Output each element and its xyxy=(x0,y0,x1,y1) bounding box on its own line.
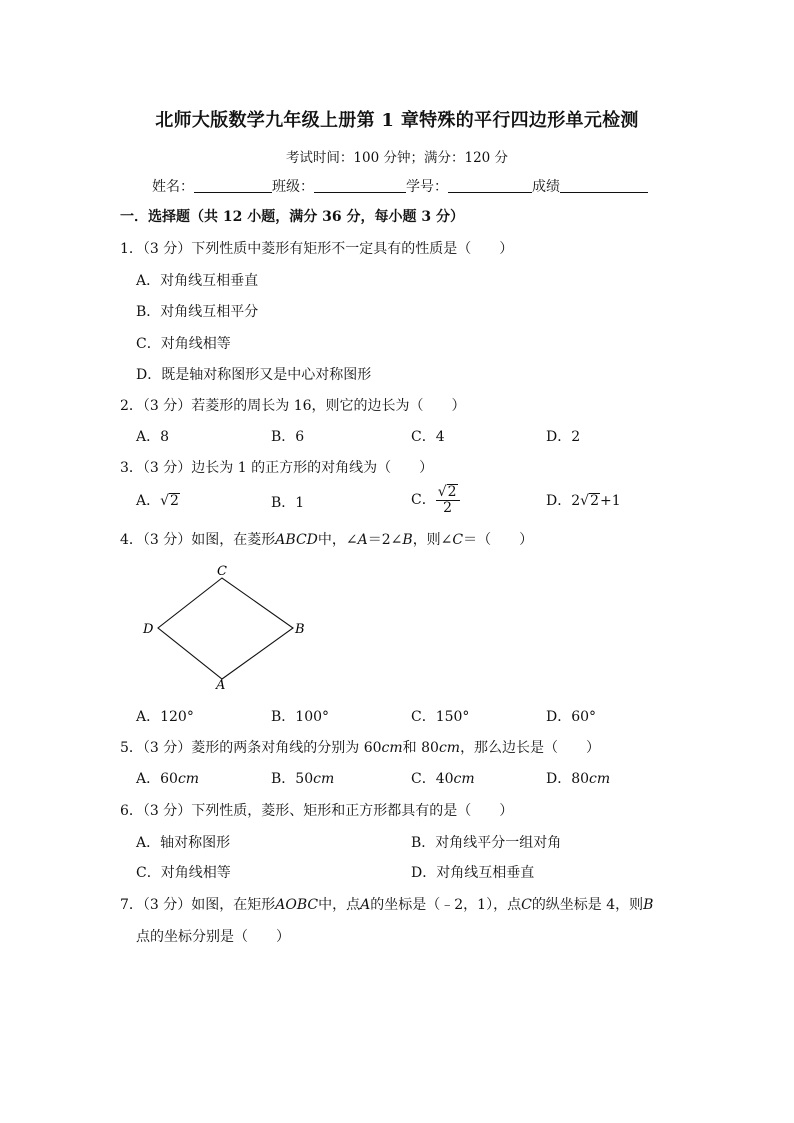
unit: cm xyxy=(313,771,335,787)
math-var: A xyxy=(360,897,371,913)
sqrt-symbol: √ 2 xyxy=(580,493,599,509)
question-3 xyxy=(120,457,433,477)
q4-option-b: B．100° xyxy=(271,709,330,725)
rhombus-figure xyxy=(135,560,325,695)
question-number: 1． xyxy=(120,241,143,257)
name-blank xyxy=(194,178,272,193)
unit: cm xyxy=(589,771,611,787)
question-stem: （3 分）若菱形的周长为 16，则它的边长为（ ） xyxy=(142,398,466,414)
student-id-blank xyxy=(448,178,532,193)
stem-text: （3 分）如图，在菱形 xyxy=(142,532,276,548)
option-prefix: D．2 xyxy=(546,493,581,509)
radicand: 2 xyxy=(170,493,179,509)
q2-option-c: C．4 xyxy=(411,429,445,445)
q2-option-d: D．2 xyxy=(546,429,581,445)
question-6 xyxy=(120,800,513,820)
math-var: B xyxy=(643,897,654,913)
class-label: 班级： xyxy=(272,179,314,195)
q6-option-c: C．对角线相等 xyxy=(136,865,231,881)
q5-option-a xyxy=(136,768,199,788)
stem-text: 和 80 xyxy=(402,740,439,756)
student-id-label: 学号： xyxy=(406,179,448,195)
math-var: AOBC xyxy=(275,897,319,913)
exam-info: 考试时间：100 分钟；满分：120 分 xyxy=(285,150,509,166)
q4-option-c: C．150° xyxy=(411,709,470,725)
q5-option-c xyxy=(411,768,475,788)
option-text: C．40 xyxy=(411,771,454,787)
unit: cm xyxy=(177,771,200,787)
sqrt-symbol: √ 2 xyxy=(160,493,179,509)
stem-text: ＝（ ） xyxy=(463,532,534,548)
option-suffix: +1 xyxy=(599,493,621,509)
stem-text: 中，∠ xyxy=(317,532,358,548)
name-field xyxy=(152,176,648,196)
vertex-label-d: D xyxy=(143,622,154,637)
q6-option-d: D．对角线互相垂直 xyxy=(411,865,535,881)
q4-option-a: A．120° xyxy=(136,709,194,725)
question-stem: （3 分）边长为 1 的正方形的对角线为（ ） xyxy=(142,460,434,476)
score-label: 成绩 xyxy=(532,179,560,195)
stem-text: ，那么边长是（ ） xyxy=(460,740,601,756)
denominator: 2 xyxy=(443,500,453,516)
math-var: C xyxy=(521,897,532,913)
stem-text: 中，点 xyxy=(318,897,361,913)
fraction xyxy=(436,484,460,516)
math-var: A xyxy=(357,532,368,548)
stem-text: 的坐标是（﹣2，1），点 xyxy=(370,897,522,913)
option-prefix: C． xyxy=(411,492,436,508)
radicand: 2 xyxy=(590,493,599,509)
question-number: 3． xyxy=(120,460,143,476)
q5-option-b xyxy=(271,768,334,788)
question-1 xyxy=(120,238,513,258)
option-text: A．60 xyxy=(136,771,178,787)
q2-option-a: A．8 xyxy=(136,429,170,445)
math-var: C xyxy=(452,532,464,548)
name-label: 姓名： xyxy=(152,179,194,195)
q6-option-a: A．轴对称图形 xyxy=(136,835,231,851)
q1-option-d: D．既是轴对称图形又是中心对称图形 xyxy=(136,367,372,383)
sqrt-symbol: √ 2 xyxy=(437,484,457,500)
stem-text: （3 分）菱形的两条对角线的分别为 60 xyxy=(142,740,382,756)
q4-option-d: D．60° xyxy=(546,709,597,725)
q5-option-d xyxy=(546,768,610,788)
stem-text: 的纵坐标是 4，则 xyxy=(531,897,644,913)
q1-option-c: C．对角线相等 xyxy=(136,336,231,352)
vertex-label-a: A xyxy=(216,678,226,693)
question-number: 7． xyxy=(120,897,143,913)
unit: cm xyxy=(438,740,461,756)
q6-option-b: B．对角线平分一组对角 xyxy=(411,835,562,851)
q1-option-a: A．对角线互相垂直 xyxy=(136,273,259,289)
score-blank xyxy=(560,178,648,193)
question-number: 4． xyxy=(120,532,143,548)
question-2 xyxy=(120,395,466,415)
question-stem: （3 分）下列性质，菱形、矩形和正方形都具有的是（ ） xyxy=(142,803,514,819)
q3-option-b: B．1 xyxy=(271,495,305,511)
question-number: 6． xyxy=(120,803,143,819)
page-title: 北师大版数学九年级上册第 1 章特殊的平行四边形单元检测 xyxy=(155,110,639,131)
rhombus-shape xyxy=(158,578,293,679)
option-text: D．80 xyxy=(546,771,590,787)
q2-option-b: B．6 xyxy=(271,429,305,445)
stem-text: （3 分）如图，在矩形 xyxy=(142,897,276,913)
q1-option-b: B．对角线互相平分 xyxy=(136,304,259,320)
question-7-line-2: 点的坐标分别是（ ） xyxy=(136,929,290,945)
question-7 xyxy=(120,894,653,914)
q3-option-c xyxy=(411,484,460,516)
class-blank xyxy=(314,178,406,193)
section-heading: 一．选择题（共 12 小题，满分 36 分，每小题 3 分） xyxy=(120,209,464,225)
option-prefix: A． xyxy=(136,493,161,509)
unit: cm xyxy=(381,740,403,756)
question-number: 5． xyxy=(120,740,143,756)
stem-text: ＝2∠ xyxy=(367,532,403,548)
option-text: B．50 xyxy=(271,771,314,787)
unit: cm xyxy=(453,771,475,787)
vertex-label-c: C xyxy=(217,564,227,579)
radicand: 2 xyxy=(447,484,457,500)
stem-text: ，则∠ xyxy=(412,532,453,548)
q3-option-a xyxy=(136,490,180,510)
question-5 xyxy=(120,737,600,757)
question-4 xyxy=(120,529,533,549)
math-var: ABCD xyxy=(275,532,318,548)
math-var: B xyxy=(402,532,413,548)
q3-option-d xyxy=(546,490,621,510)
question-stem: （3 分）下列性质中菱形有矩形不一定具有的性质是（ ） xyxy=(142,241,514,257)
vertex-label-b: B xyxy=(295,622,305,637)
question-number: 2． xyxy=(120,398,143,414)
